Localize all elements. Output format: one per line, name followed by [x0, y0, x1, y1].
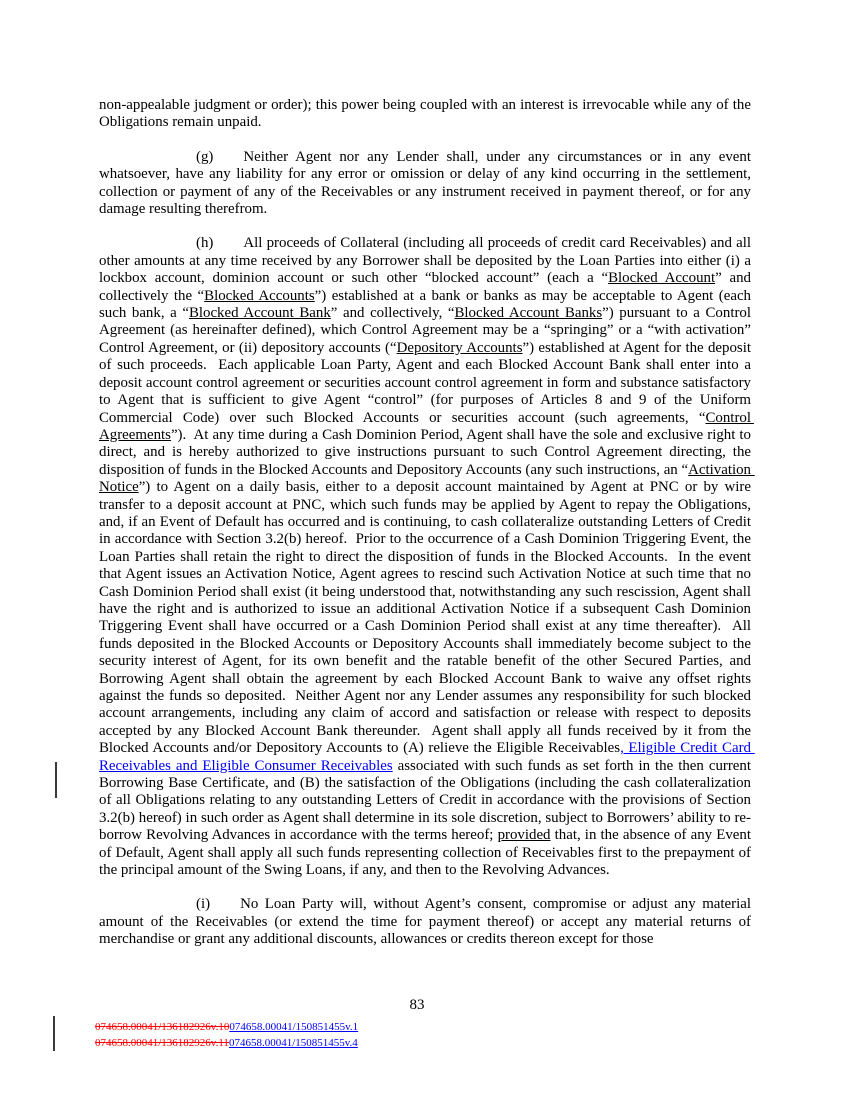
text-run: (i)	[196, 896, 211, 913]
underlined-term: Depository Accounts	[396, 339, 523, 356]
text-run: ”) established at Agent for the deposit of such proceeds. Each applicable Loan Party, Agent and each Blocked Account Bank shall enter into a deposit account control agreement or securities account control agreement in form and substance satisfactory to Agent that is sufficient to give Agent “control” (for purposes of Articles 8 and 9 of the Uniform Commercial Code) over such Blocked Accounts or securities account (such agreements, “	[99, 339, 755, 426]
underlined-term: Activation Notice	[99, 461, 755, 496]
paragraph-clause-i	[99, 896, 755, 948]
paragraph-clause-h	[99, 235, 755, 879]
underlined-term: Blocked Account Bank	[188, 305, 331, 322]
text-run: All proceeds of Collateral (including all proceeds of credit card Receivables) and all other amounts at any time received by any Borrower shall be deposited by the Loan Parties into either (i) a lockbox account, dominion account or such other “blocked account” (each a “	[99, 235, 755, 287]
document-body	[99, 97, 755, 966]
paragraph-continuation	[99, 97, 755, 132]
inserted-text: 074658.00041/150851455v.1	[229, 1021, 359, 1033]
underlined-term: Blocked Account Banks	[454, 305, 603, 322]
underlined-term: Blocked Account	[608, 270, 716, 287]
text-run: ” and collectively, “	[330, 305, 455, 322]
text-run: that, in the absence of any Event of Default, Agent shall apply all such funds representing collection of Receivables first to the prepayment of the principal amount of the Swing Loans, if any, and then to the Revolving Advances.	[99, 827, 755, 879]
text-run: associated with such funds as set forth in the then current Borrowing Base Certificate, and (B) the satisfaction of the Obligations (including the cash collateralization of all Obligations relating to any outstanding Letters of Credit in accordance with the provisions of Section 3.2(b) hereof) in such order as Agent shall determine in its sole discretion, subject to Borrowers’ ability to re-borrow Revolving Advances in accordance with the terms hereof;	[99, 757, 755, 844]
margin-change-bar	[53, 1016, 55, 1051]
text-run: (h)	[196, 235, 214, 252]
text-run: ”) pursuant to a Control Agreement (as hereinafter defined), which Control Agreement may be a “springing” or a “with activation” Control Agreement, or (ii) depository accounts (“	[99, 305, 755, 356]
text-run: No Loan Party will, without Agent’s consent, compromise or adjust any material amount of the Receivables (or extend the time for payment thereof) or accept any material returns of merchandise or grant any additional discounts, allowances or credits thereon except for those	[99, 896, 755, 948]
page-number: 83	[409, 997, 425, 1013]
paragraph-clause-g	[99, 148, 755, 219]
text-run: non-appealable judgment or order); this power being coupled with an interest is irrevocable while any of the Obligations remain unpaid.	[99, 97, 755, 131]
underlined-term: provided	[497, 827, 551, 844]
text-run: (g)	[196, 148, 214, 165]
footer-doc-id-line	[95, 1035, 358, 1051]
text-run: Neither Agent nor any Lender shall, under any circumstances or in any event whatsoever, have any liability for any error or omission or delay of any kind occurring in the settlement, collection or payment of any of the Receivables or any instrument received in payment thereof, or for any damage resulting therefrom.	[99, 148, 755, 218]
text-run: ” and collectively the “	[99, 270, 755, 304]
underlined-term: Blocked Accounts	[204, 287, 315, 304]
margin-change-bar	[55, 762, 57, 798]
text-run: ”) established at a bank or banks as may be acceptable to Agent (each such bank, a “	[99, 287, 755, 322]
deleted-text: 074658.00041/136182926v.10	[95, 1021, 230, 1033]
deleted-text: 074658.00041/136182926v.11	[95, 1037, 229, 1049]
underlined-term: Control Agreements	[99, 409, 754, 443]
inserted-text: , Eligible Credit Card Receivables and Eligible Consumer Receivables	[99, 740, 755, 774]
text-run: ”). At any time during a Cash Dominion Period, Agent shall have the sole and exclusive right to direct, and is hereby authorized to give instructions pursuant to such Control Agreement directing, the disposition of funds in the Blocked Accounts and Depository Accounts (any such instructions, an “	[99, 426, 755, 478]
footer-doc-id-line	[95, 1019, 358, 1035]
inserted-text: 074658.00041/150851455v.4	[228, 1037, 358, 1049]
document-id-footer	[95, 1019, 358, 1051]
text-run: ”) to Agent on a daily basis, either to a deposit account maintained by Agent at PNC or by wire transfer to a deposit account at PNC, which such funds may be applied by Agent to repay the Obligations, and, if an Event of Default has occurred and is continuing, to cash collateralize outstanding Letters of Credit in accordance with Section 3.2(b) hereof. Prior to the occurrence of a Cash Dominion Triggering Event, the Loan Parties shall retain the right to direct the disposition of funds in the Blocked Accounts. In the event that Agent issues an Activation Notice, Agent agrees to rescind such Activation Notice at such time that no Cash Dominion Period shall exist (it being understood that, notwithstanding any such rescission, Agent shall have the right and is authorized to issue an additional Activation Notice if a subsequent Cash Dominion Triggering Event shall have occurred or a Cash Dominion Period shall exist at any time thereafter). All funds deposited in the Blocked Accounts or Depository Accounts shall immediately become subject to the security interest of Agent, for its own benefit and the ratable benefit of the other Secured Parties, and Borrowing Agent shall obtain the agreement by each Blocked Account Bank to waive any offset rights against the funds so deposited. Neither Agent nor any Lender assumes any responsibility for such blocked account arrangements, including any claim of accord and satisfaction or release with respect to deposits accepted by any Blocked Account Bank thereunder. Agent shall apply all funds received by it from the Blocked Accounts and/or Depository Accounts to (A) relieve the Eligible Receivables	[99, 479, 755, 757]
